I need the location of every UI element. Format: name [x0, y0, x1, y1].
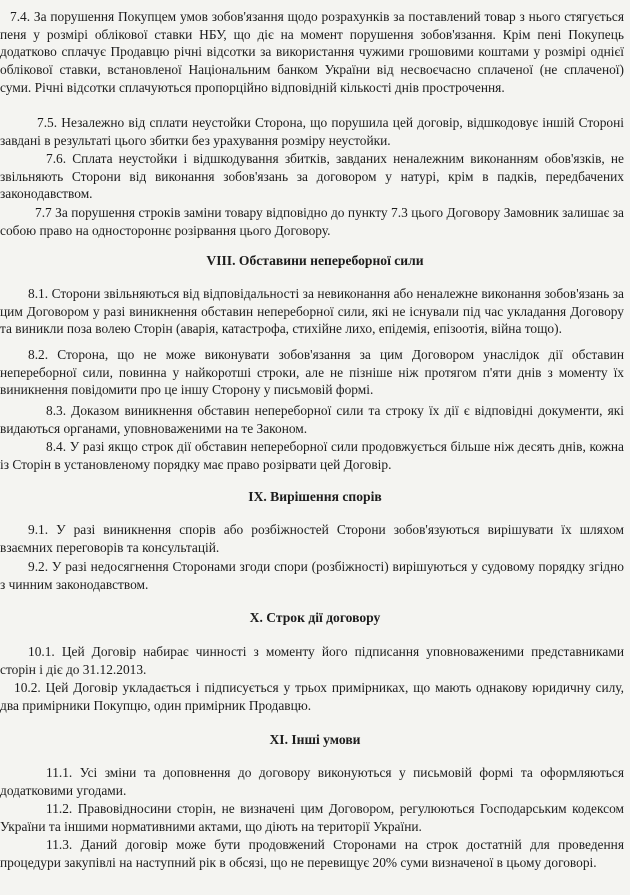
clause-11-3: 11.3. Даний договір може бути продовжений Сторонами на строк достатній для проведення процедури закупівлі на наступний рік в обсязі, що не перевищує 20% суми визначеної в цьому договорі. [0, 837, 624, 870]
clause-8-1: 8.1. Сторони звільняються від відповідальності за невиконання або неналежне виконання зобов'язань за цим Договором у разі виникнення обставин непереборної сили, які не існували під час укладання Договору та виникли поза волею Сторін (аварія, катастрофа, стихійне лихо, епідемія, епізоотія, війна тощо). [0, 286, 624, 337]
section-10-heading: X. Строк дії договору [249, 610, 381, 625]
clause-9-1: 9.1. У разі виникнення спорів або розбіжностей Сторони зобов'язуються вирішувати їх шляхом взаємних переговорів та консультацій. [0, 522, 624, 555]
clause-7-6: 7.6. Сплата неустойки і відшкодування збитків, завданих неналежним виконанням обов'язків, не звільняють Сторони від виконання зобов'язань за договором у натурі, крім в падків, передбачених законодавством. [0, 151, 624, 202]
clause-9-2: 9.2. У разі недосягнення Сторонами згоди спори (розбіжності) вирішуються у судовому порядку згідно з чинним законодавством. [0, 559, 624, 592]
section-8-heading: VIII. Обставини непереборної сили [206, 253, 424, 268]
clause-10-2: 10.2. Цей Договір укладається і підписується у трьох примірниках, що мають однакову юридичну силу, два примірники Покупцю, один примірник Продавцю. [0, 680, 624, 713]
clause-11-1: 11.1. Усі зміни та доповнення до договору виконуються у письмовій формі та оформляються додатковими угодами. [0, 765, 624, 798]
clause-11-2: 11.2. Правовідносини сторін, не визначені цим Договором, регулюються Господарським кодексом України та іншими нормативними актами, що діють на території України. [0, 801, 624, 834]
clause-8-3: 8.3. Доказом виникнення обставин непереборної сили та строку їх дії є відповідні документи, які видаються органами, уповноваженими на те Законом. [0, 403, 624, 436]
clause-10-1: 10.1. Цей Договір набирає чинності з моменту його підписання уповноваженими представниками сторін і діє до 31.12.2013. [0, 644, 624, 677]
clause-8-4: 8.4. У разі якщо строк дії обставин непереборної сили продовжується більше ніж десять днів, кожна із Сторін в установленому порядку має право розірвати цей Договір. [0, 439, 624, 472]
clause-7-5: 7.5. Незалежно від сплати неустойки Сторона, що порушила цей договір, відшкодовує іншій Стороні завдані в результаті цього збитки без урахування розміру неустойки. [0, 115, 624, 148]
section-9-heading: IX. Вирішення спорів [248, 489, 382, 504]
clause-7-7: 7.7 За порушення строків заміни товару відповідно до пункту 7.3 цього Договору Замовник залишає за собою право на одностороннє розірвання цього Договору. [0, 205, 624, 238]
section-11-heading: XI. Інші умови [269, 732, 361, 747]
clause-7-4: 7.4. За порушення Покупцем умов зобов'язання щодо розрахунків за поставлений товар з нього стягується пеня у розмірі облікової ставки НБУ, що діє на момент порушення зобов'язання. Крім пені Покупець додатково сплачує Продавцю річні відсотки за використання чужими грошовими коштами у розмірі однієї облікової ставки, встановленої Національним банком України від несвоєчасно сплаченої (не сплаченої) суми. Річні відсотки сплачуються пропорційно відповідній кількості днів прострочення. [0, 9, 624, 95]
clause-8-2: 8.2. Сторона, що не може виконувати зобов'язання за цим Договором унаслідок дії обставин непереборної сили, повинна у найкоротші строки, але не пізніше ніж протягом п'яти днів з моменту їх виникнення повідомити про це іншу Сторону у письмовій формі. [0, 347, 624, 398]
